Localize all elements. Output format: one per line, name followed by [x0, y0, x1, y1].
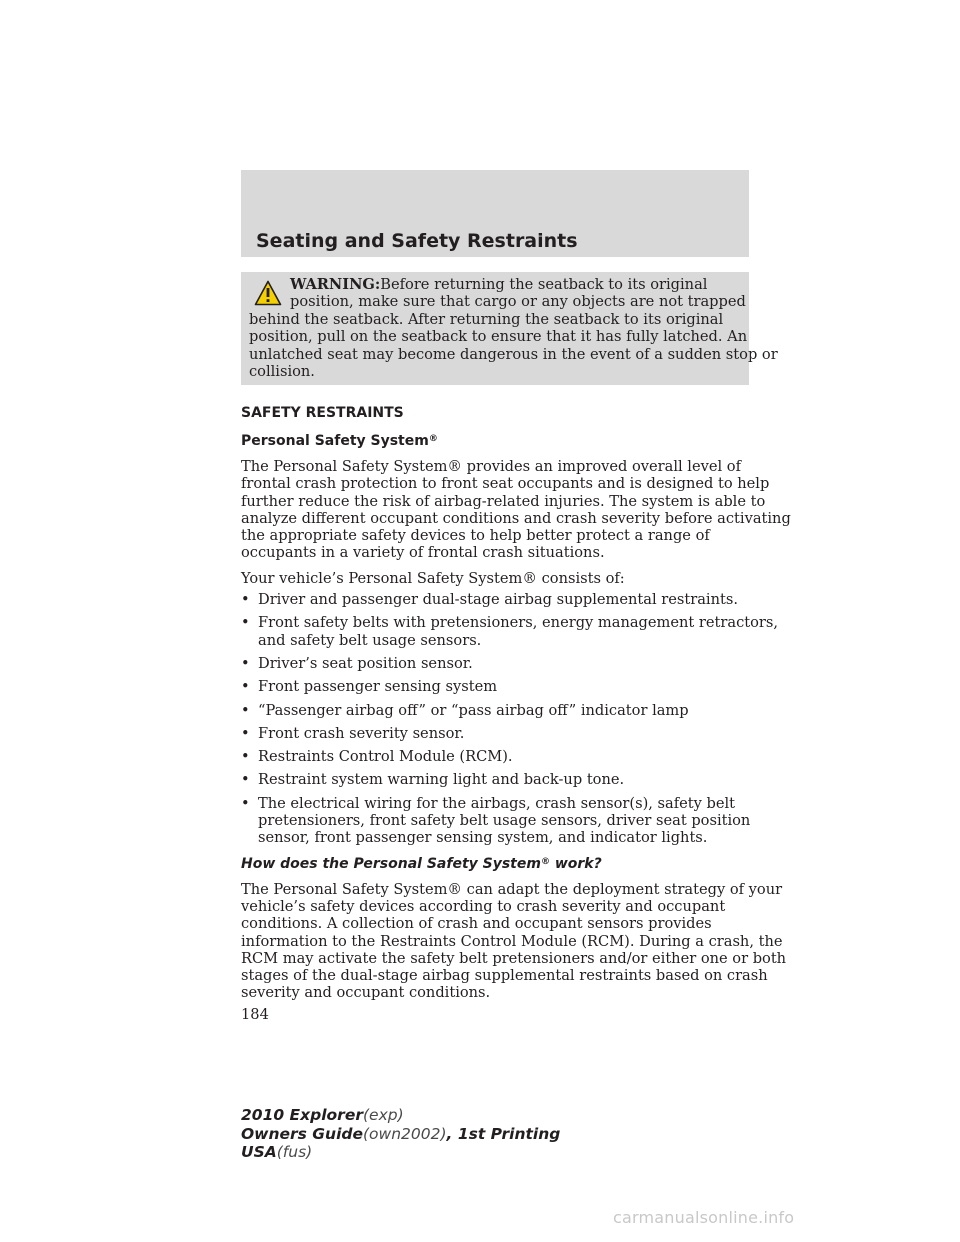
list-item: • Driver and passenger dual-stage airbag supplemental restraints. — [241, 591, 738, 609]
bullet-icon: • — [241, 724, 250, 742]
watermark: carmanualsonline.info — [613, 1208, 795, 1227]
registered-mark: ® — [540, 856, 550, 867]
how-it-works-heading: How does the Personal Safety System® work? — [241, 855, 602, 872]
warning-label: WARNING: — [290, 276, 381, 293]
subsection-heading: Personal Safety System® — [241, 433, 438, 449]
bullet-icon: • — [241, 794, 250, 812]
bullet-icon: • — [241, 771, 250, 789]
footer-line: 2010 Explorer(exp) — [241, 1106, 404, 1124]
list-item: • Front crash severity sensor. — [241, 724, 465, 742]
how-it-works-paragraph: The Personal Safety System® can adapt the deployment strategy of your vehicle’s safety devices according to crash severity and occupant conditions. A collection of crash and occupant sensors provides information to the Restraints Control Module (RCM). During a crash, the RCM may activate the safety belt pretensioners and/or either one or both stages of the dual-stage airbag supplemental restraints based on crash severity and occupant conditions. — [241, 880, 787, 1002]
warning-line: behind the seatback. After returning the seatback to its original — [249, 310, 724, 328]
warning-line: WARNING:Before returning the seatback to its original — [290, 276, 708, 293]
list-item: • Front safety belts with pretensioners, energy management retractors, and safety belt usage sensors. — [241, 614, 778, 649]
section-heading: SAFETY RESTRAINTS — [241, 405, 404, 421]
intro-paragraph: The Personal Safety System® provides an improved overall level of frontal crash protection to front seat occupants and is designed to help further reduce the risk of airbag-related injuries. The system is able to analyze different occupant conditions and crash severity before activating the appropriate safety devices to help better protect a range of occupants in a variety of frontal crash situations. — [241, 458, 791, 562]
warning-line: position, make sure that cargo or any objects are not trapped — [290, 293, 746, 311]
list-item: • Restraints Control Module (RCM). — [241, 748, 513, 766]
list-item: • Driver’s seat position sensor. — [241, 654, 473, 672]
component-list — [241, 591, 778, 847]
warning-line: position, pull on the seatback to ensure that it has fully latched. An — [249, 328, 748, 346]
print-footer — [241, 1106, 560, 1162]
page-number: 184 — [241, 1005, 269, 1023]
bullet-icon: • — [241, 678, 250, 696]
bullet-icon: • — [241, 748, 250, 766]
warning-line: unlatched seat may become dangerous in the event of a sudden stop or — [249, 345, 778, 363]
list-item: • Front passenger sensing system — [241, 678, 498, 696]
consists-of-paragraph: Your vehicle’s Personal Safety System® consists of: — [241, 569, 625, 587]
warning-line: collision. — [249, 363, 315, 381]
page-title: Seating and Safety Restraints — [256, 230, 578, 252]
list-item: • The electrical wiring for the airbags, crash sensor(s), safety belt pretensioners, front safety belt usage sensors, driver seat position sensor, front passenger sensing system, and indicator lights. — [241, 794, 751, 847]
list-item: • Restraint system warning light and back-up tone. — [241, 771, 625, 789]
bullet-icon: • — [241, 614, 250, 632]
footer-line: Owners Guide(own2002), 1st Printing — [241, 1124, 561, 1143]
bullet-icon: • — [241, 654, 250, 672]
warning-text — [249, 276, 778, 381]
main-content — [241, 400, 791, 1023]
bullet-icon: • — [241, 591, 250, 609]
registered-mark: ® — [428, 434, 438, 444]
list-item: • “Passenger airbag off” or “pass airbag off” indicator lamp — [241, 701, 689, 719]
footer-line: USA(fus) — [241, 1143, 313, 1161]
bullet-icon: • — [241, 701, 250, 719]
